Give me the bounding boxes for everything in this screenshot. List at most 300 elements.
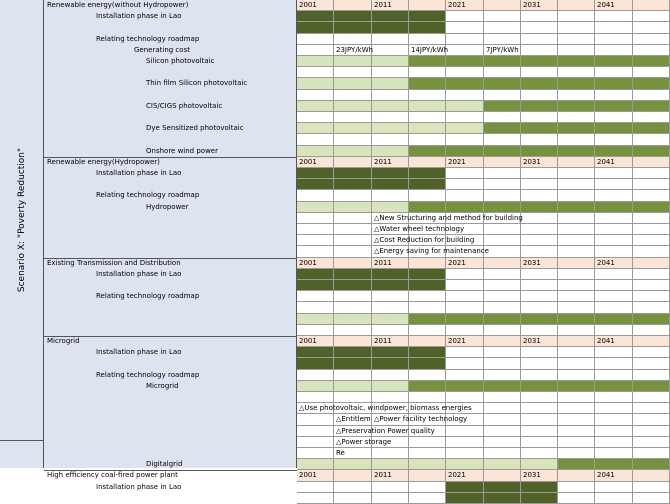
timeline-cell xyxy=(446,34,484,45)
timeline-cell xyxy=(558,45,595,56)
timeline-bar-cell xyxy=(297,280,334,291)
timeline-cell xyxy=(484,190,521,202)
year-label: 2021 xyxy=(448,337,466,345)
timeline-cell xyxy=(484,235,521,246)
timeline-bar-cell xyxy=(633,101,670,112)
timeline-cell xyxy=(297,392,334,403)
timeline-cell xyxy=(334,90,372,101)
timeline-cell xyxy=(521,168,558,179)
timeline-bar-cell xyxy=(558,314,595,325)
scenario-column-next xyxy=(0,440,44,468)
timeline-cell xyxy=(297,370,334,381)
timeline-cell xyxy=(595,392,633,403)
timeline-cell xyxy=(558,168,595,179)
timeline-cell xyxy=(521,22,558,34)
timeline-cell xyxy=(409,34,446,45)
timeline-cell xyxy=(633,67,670,78)
timeline-bar-cell xyxy=(558,146,595,157)
timeline-cell xyxy=(446,269,484,280)
timeline-cell xyxy=(595,134,633,146)
timeline-bar-cell xyxy=(334,269,372,280)
timeline-bar-cell xyxy=(297,347,334,358)
year-header-cell xyxy=(558,258,595,269)
timeline-bar-cell xyxy=(446,56,484,67)
timeline-bar-cell xyxy=(372,381,409,392)
timeline-bar-cell xyxy=(595,56,633,67)
timeline-cell xyxy=(633,291,670,302)
timeline-bar-cell xyxy=(409,146,446,157)
timeline-cell xyxy=(484,414,521,426)
timeline-cell xyxy=(484,11,521,22)
timeline-cell xyxy=(372,45,409,56)
timeline-cell xyxy=(446,448,484,459)
year-header-cell xyxy=(633,470,670,482)
timeline-bar-cell xyxy=(297,269,334,280)
year-header-cell xyxy=(484,336,521,347)
year-label: 2021 xyxy=(448,259,466,267)
timeline-bar-cell xyxy=(446,123,484,134)
timeline-bar-cell xyxy=(409,22,446,34)
roadmap-note: △Water wheel technology xyxy=(374,225,465,233)
year-label: 2001 xyxy=(299,471,317,479)
timeline-cell xyxy=(484,392,521,403)
timeline-bar-cell xyxy=(558,123,595,134)
timeline-cell xyxy=(595,168,633,179)
timeline-cell xyxy=(372,90,409,101)
timeline-bar-cell xyxy=(409,347,446,358)
timeline-cell xyxy=(446,325,484,336)
timeline-cell xyxy=(484,358,521,370)
timeline-cell xyxy=(484,280,521,291)
timeline-cell xyxy=(409,302,446,314)
timeline-bar-cell xyxy=(484,482,521,493)
timeline-cell xyxy=(595,426,633,437)
timeline-bar-cell xyxy=(446,202,484,213)
timeline-bar-cell xyxy=(595,459,633,470)
timeline-cell xyxy=(446,22,484,34)
timeline-cell xyxy=(409,190,446,202)
timeline-bar-cell xyxy=(334,202,372,213)
timeline-bar-cell xyxy=(521,459,558,470)
timeline-cell xyxy=(558,437,595,448)
year-header-cell xyxy=(334,336,372,347)
timeline-bar-cell xyxy=(484,78,521,90)
timeline-cell xyxy=(446,134,484,146)
timeline-bar-cell xyxy=(409,101,446,112)
timeline-bar-cell xyxy=(446,459,484,470)
timeline-cell xyxy=(595,112,633,123)
year-header-cell xyxy=(484,258,521,269)
timeline-cell xyxy=(446,280,484,291)
timeline-cell xyxy=(521,370,558,381)
timeline-cell xyxy=(595,280,633,291)
timeline-bar-cell xyxy=(521,56,558,67)
timeline-cell xyxy=(521,325,558,336)
timeline-bar-cell xyxy=(558,459,595,470)
roadmap-note: △Entitlem xyxy=(336,415,371,423)
timeline-cell xyxy=(446,426,484,437)
timeline-cell xyxy=(558,90,595,101)
roadmap-note: △Power storage xyxy=(336,438,392,446)
timeline-cell xyxy=(521,45,558,56)
timeline-cell xyxy=(521,291,558,302)
timeline-cell xyxy=(558,246,595,258)
timeline-bar-cell xyxy=(334,179,372,190)
timeline-cell xyxy=(334,392,372,403)
timeline-cell xyxy=(633,482,670,493)
timeline-cell xyxy=(633,493,670,504)
timeline-cell xyxy=(334,302,372,314)
timeline-bar-cell xyxy=(334,22,372,34)
timeline-cell xyxy=(521,280,558,291)
year-header-cell xyxy=(633,157,670,168)
timeline-cell xyxy=(521,34,558,45)
timeline-cell xyxy=(521,403,558,414)
timeline-cell xyxy=(595,45,633,56)
row-label: Relating technology roadmap xyxy=(96,35,200,43)
timeline-bar-cell xyxy=(297,381,334,392)
section-divider xyxy=(44,157,297,158)
year-label: 2041 xyxy=(597,471,615,479)
timeline-cell xyxy=(372,482,409,493)
scenario-label: Scenario X: "Poverty Reduction" xyxy=(17,147,27,293)
timeline-cell xyxy=(521,437,558,448)
timeline-bar-cell xyxy=(297,179,334,190)
timeline-bar-cell xyxy=(334,78,372,90)
timeline-bar-cell xyxy=(484,101,521,112)
timeline-cell xyxy=(558,482,595,493)
timeline-bar-cell xyxy=(484,314,521,325)
timeline-cell xyxy=(484,437,521,448)
timeline-cell xyxy=(521,235,558,246)
timeline-bar-cell xyxy=(484,381,521,392)
timeline-bar-cell xyxy=(409,381,446,392)
timeline-bar-cell xyxy=(484,202,521,213)
year-label: 2011 xyxy=(374,471,392,479)
timeline-cell xyxy=(372,493,409,504)
timeline-cell xyxy=(409,482,446,493)
timeline-cell xyxy=(595,347,633,358)
year-label: 2021 xyxy=(448,1,466,9)
timeline-cell xyxy=(595,22,633,34)
timeline-bar-cell xyxy=(334,358,372,370)
timeline-bar-cell xyxy=(372,101,409,112)
timeline-cell xyxy=(334,67,372,78)
timeline-cell xyxy=(484,269,521,280)
timeline-cell xyxy=(521,67,558,78)
timeline-bar-cell xyxy=(484,459,521,470)
timeline-bar-cell xyxy=(409,179,446,190)
row-label: Generating cost xyxy=(134,46,190,54)
year-header-cell xyxy=(409,470,446,482)
timeline-cell xyxy=(409,437,446,448)
row-label: Relating technology roadmap xyxy=(96,191,200,199)
timeline-cell xyxy=(558,392,595,403)
row-label: Installation phase in Lao xyxy=(96,270,182,278)
timeline-bar-cell xyxy=(521,314,558,325)
timeline-cell xyxy=(521,347,558,358)
timeline-cell xyxy=(297,112,334,123)
year-header-cell xyxy=(334,470,372,482)
timeline-bar-cell xyxy=(297,123,334,134)
timeline-cell xyxy=(446,190,484,202)
timeline-bar-cell xyxy=(334,381,372,392)
section-title: Renewable energy(Hydropower) xyxy=(47,158,160,166)
timeline-bar-cell xyxy=(409,202,446,213)
timeline-bar-cell xyxy=(409,123,446,134)
timeline-cell xyxy=(409,67,446,78)
year-header-cell xyxy=(558,157,595,168)
timeline-bar-cell xyxy=(521,101,558,112)
timeline-cell xyxy=(446,291,484,302)
timeline-cell xyxy=(297,90,334,101)
timeline-bar-cell xyxy=(521,381,558,392)
timeline-bar-cell xyxy=(558,101,595,112)
timeline-cell xyxy=(484,347,521,358)
timeline-cell xyxy=(633,90,670,101)
timeline-cell xyxy=(595,246,633,258)
item-label-pane xyxy=(44,0,297,468)
timeline-bar-cell xyxy=(409,168,446,179)
timeline-cell xyxy=(372,302,409,314)
roadmap-note: 23JPY/kWh xyxy=(336,46,374,54)
timeline-cell xyxy=(446,90,484,101)
timeline-bar-cell xyxy=(297,146,334,157)
year-header-cell xyxy=(484,470,521,482)
roadmap-note: △Preservation Power quality xyxy=(336,427,435,435)
timeline-cell xyxy=(446,358,484,370)
row-label: Hydropower xyxy=(146,203,189,211)
year-label: 2001 xyxy=(299,158,317,166)
timeline-cell xyxy=(558,370,595,381)
roadmap-note: △Power facility technology xyxy=(374,415,468,423)
timeline-bar-cell xyxy=(633,123,670,134)
timeline-cell xyxy=(558,34,595,45)
scenario-column xyxy=(0,0,44,440)
timeline-bar-cell xyxy=(521,146,558,157)
timeline-bar-cell xyxy=(633,202,670,213)
timeline-cell xyxy=(521,448,558,459)
timeline-bar-cell xyxy=(409,56,446,67)
timeline-cell xyxy=(633,213,670,224)
timeline-bar-cell xyxy=(297,358,334,370)
timeline-cell xyxy=(558,224,595,235)
timeline-cell xyxy=(372,370,409,381)
timeline-cell xyxy=(595,358,633,370)
timeline-cell xyxy=(595,291,633,302)
timeline-cell xyxy=(446,347,484,358)
timeline-cell xyxy=(334,134,372,146)
timeline-cell xyxy=(372,67,409,78)
timeline-cell xyxy=(484,67,521,78)
year-header-cell xyxy=(558,470,595,482)
timeline-cell xyxy=(297,291,334,302)
year-header-cell xyxy=(409,157,446,168)
timeline-bar-cell xyxy=(297,202,334,213)
timeline-cell xyxy=(334,325,372,336)
timeline-bar-cell xyxy=(446,101,484,112)
timeline-cell xyxy=(595,414,633,426)
timeline-cell xyxy=(484,246,521,258)
row-label: Thin film Silicon photovoltaic xyxy=(146,79,248,87)
row-label: CIS/CIGS photovoltaic xyxy=(146,102,223,110)
timeline-cell xyxy=(633,437,670,448)
section-title: High efficiency coal-fired power plant xyxy=(47,471,178,479)
timeline-cell xyxy=(409,112,446,123)
year-label: 2031 xyxy=(523,1,541,9)
timeline-bar-cell xyxy=(297,78,334,90)
timeline-cell xyxy=(297,224,334,235)
year-header-cell xyxy=(484,157,521,168)
year-header-cell xyxy=(334,258,372,269)
timeline-cell xyxy=(633,325,670,336)
timeline-bar-cell xyxy=(334,11,372,22)
timeline-cell xyxy=(595,493,633,504)
timeline-bar-cell xyxy=(372,280,409,291)
timeline-cell xyxy=(372,392,409,403)
year-header-cell xyxy=(334,0,372,11)
timeline-cell xyxy=(521,11,558,22)
timeline-bar-cell xyxy=(484,493,521,504)
timeline-cell xyxy=(521,358,558,370)
timeline-bar-cell xyxy=(297,22,334,34)
timeline-bar-cell xyxy=(297,314,334,325)
timeline-cell xyxy=(595,90,633,101)
timeline-cell xyxy=(446,302,484,314)
row-label: Dye Sensitized photovoltaic xyxy=(146,124,244,132)
timeline-cell xyxy=(297,482,334,493)
timeline-cell xyxy=(372,134,409,146)
timeline-cell xyxy=(558,11,595,22)
timeline-cell xyxy=(558,179,595,190)
timeline-cell xyxy=(521,190,558,202)
timeline-cell xyxy=(521,179,558,190)
timeline-cell xyxy=(558,493,595,504)
timeline-cell xyxy=(297,448,334,459)
section-title: Renewable energy(without Hydropower) xyxy=(47,1,189,9)
timeline-bar-cell xyxy=(521,78,558,90)
year-header-cell xyxy=(409,258,446,269)
timeline-bar-cell xyxy=(446,314,484,325)
row-label: Onshore wind power xyxy=(146,147,218,155)
timeline-bar-cell xyxy=(521,482,558,493)
timeline-bar-cell xyxy=(334,314,372,325)
timeline-cell xyxy=(558,347,595,358)
timeline-bar-cell xyxy=(334,56,372,67)
timeline-bar-cell xyxy=(595,314,633,325)
timeline-cell xyxy=(297,235,334,246)
row-label: Installation phase in Lao xyxy=(96,12,182,20)
year-label: 2031 xyxy=(523,471,541,479)
timeline-cell xyxy=(521,90,558,101)
roadmap-note: 14JPY/kWh xyxy=(411,46,449,54)
year-header-cell xyxy=(558,336,595,347)
timeline-cell xyxy=(595,403,633,414)
roadmap-note: 7JPY/kWh xyxy=(486,46,519,54)
timeline-cell xyxy=(297,45,334,56)
timeline-bar-cell xyxy=(372,168,409,179)
timeline-bar-cell xyxy=(446,146,484,157)
timeline-bar-cell xyxy=(484,56,521,67)
timeline-bar-cell xyxy=(595,78,633,90)
roadmap-note: △Energy saving for maintenance xyxy=(374,247,489,255)
timeline-cell xyxy=(558,269,595,280)
timeline-cell xyxy=(372,448,409,459)
timeline-cell xyxy=(484,302,521,314)
timeline-bar-cell xyxy=(633,459,670,470)
timeline-bar-cell xyxy=(409,11,446,22)
timeline-bar-cell xyxy=(595,381,633,392)
timeline-cell xyxy=(595,370,633,381)
row-label: Installation phase in Lao xyxy=(96,348,182,356)
timeline-bar-cell xyxy=(372,22,409,34)
timeline-cell xyxy=(633,347,670,358)
timeline-bar-cell xyxy=(372,358,409,370)
timeline-cell xyxy=(633,190,670,202)
timeline-bar-cell xyxy=(558,78,595,90)
timeline-cell xyxy=(633,224,670,235)
roadmap-note: △New Structuring and method for building xyxy=(374,214,523,222)
timeline-bar-cell xyxy=(633,78,670,90)
timeline-cell xyxy=(633,134,670,146)
timeline-bar-cell xyxy=(372,314,409,325)
timeline-cell xyxy=(558,403,595,414)
timeline-cell xyxy=(521,134,558,146)
timeline-cell xyxy=(633,34,670,45)
timeline-cell xyxy=(633,11,670,22)
timeline-cell xyxy=(446,179,484,190)
timeline-bar-cell xyxy=(372,459,409,470)
timeline-cell xyxy=(558,280,595,291)
row-label: Relating technology roadmap xyxy=(96,371,200,379)
timeline-cell xyxy=(484,90,521,101)
timeline-bar-cell xyxy=(558,381,595,392)
timeline-bar-cell xyxy=(372,123,409,134)
timeline-cell xyxy=(334,224,372,235)
timeline-cell xyxy=(633,168,670,179)
timeline-cell xyxy=(409,392,446,403)
timeline-cell xyxy=(334,112,372,123)
timeline-cell xyxy=(521,392,558,403)
timeline-cell xyxy=(558,414,595,426)
timeline-cell xyxy=(372,34,409,45)
timeline-cell xyxy=(595,482,633,493)
year-label: 2001 xyxy=(299,337,317,345)
timeline-cell xyxy=(334,493,372,504)
timeline-cell xyxy=(334,34,372,45)
timeline-cell xyxy=(595,235,633,246)
timeline-cell xyxy=(372,291,409,302)
timeline-cell xyxy=(409,493,446,504)
timeline-cell xyxy=(334,190,372,202)
timeline-bar-cell xyxy=(297,56,334,67)
timeline-bar-cell xyxy=(409,280,446,291)
year-label: 2041 xyxy=(597,337,615,345)
timeline-cell xyxy=(558,291,595,302)
year-header-cell xyxy=(633,258,670,269)
year-label: 2021 xyxy=(448,471,466,479)
row-label: Relating technology roadmap xyxy=(96,292,200,300)
roadmap-note: △Use photovoltaic, windpower, biomass energies xyxy=(299,404,472,412)
timeline-cell xyxy=(409,134,446,146)
timeline-cell xyxy=(633,22,670,34)
year-header-cell xyxy=(334,157,372,168)
timeline-cell xyxy=(633,112,670,123)
timeline-bar-cell xyxy=(595,101,633,112)
timeline-cell xyxy=(484,22,521,34)
timeline-cell xyxy=(633,403,670,414)
timeline-cell xyxy=(633,392,670,403)
